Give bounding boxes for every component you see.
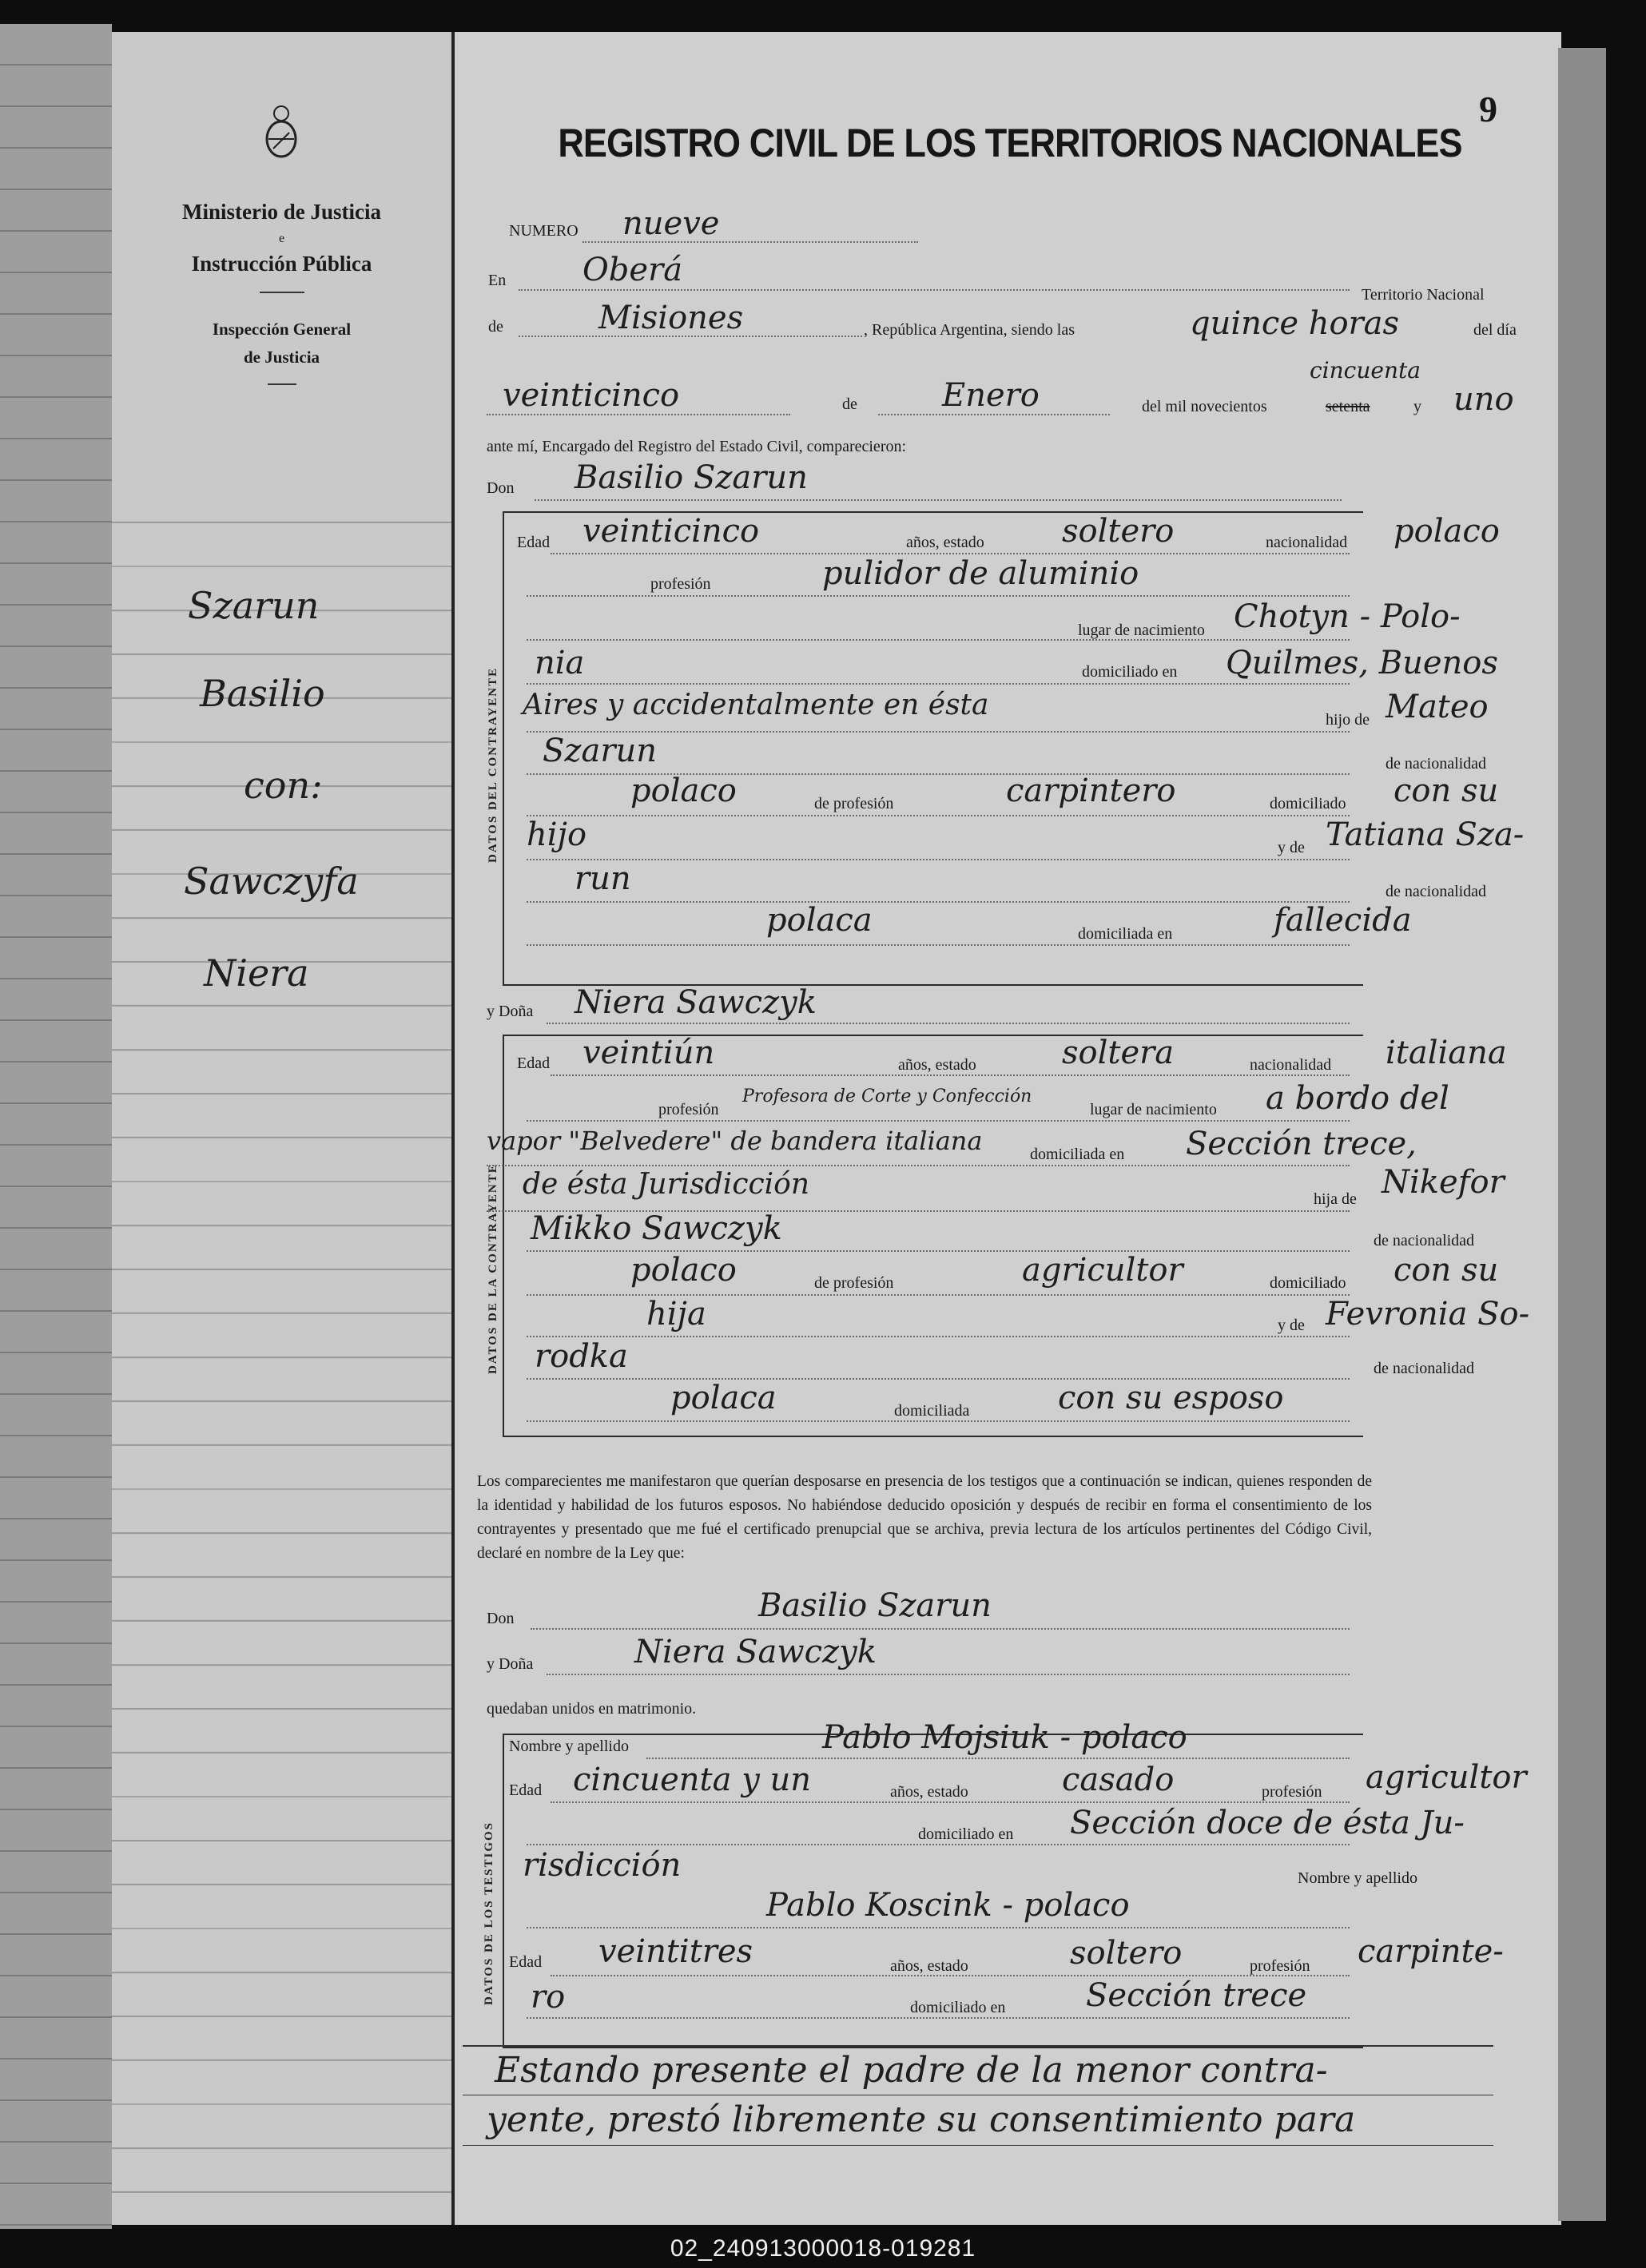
t2-profesion-value: carpinte- <box>1358 1933 1504 1970</box>
c-lugar-value: Chotyn - Polo- <box>1234 598 1461 635</box>
f-lugar-line <box>527 1120 1350 1122</box>
c-lugar-line <box>527 639 1350 641</box>
f-edad-label: Edad <box>517 1055 551 1072</box>
decl-don-value: Basilio Szarun <box>758 1587 992 1624</box>
c-padre-dom-label: domiciliado <box>1270 795 1346 812</box>
de-value: Misiones <box>598 300 744 336</box>
don-line <box>535 499 1342 501</box>
c-estado-value: soltero <box>1062 513 1175 550</box>
t1-domicilio-value2: risdicción <box>523 1847 682 1884</box>
del-dia-label: del día <box>1473 321 1517 339</box>
t2-nombre-line <box>527 1927 1350 1928</box>
f-madre-nac-value: polaca <box>670 1380 777 1416</box>
f-de-nac-label: de nacionalidad <box>1374 1232 1475 1249</box>
margin-note-con: con: <box>244 764 323 807</box>
f-estado-value: soltera <box>1062 1035 1175 1071</box>
t2-edad-value: veintitres <box>598 1933 753 1970</box>
page-right-edge <box>1558 48 1606 2221</box>
t2-profesion-value2: ro <box>531 1979 566 2016</box>
margin-note-surname-2: Sawczyfa <box>184 860 359 903</box>
f-padre-nac-value: polaco <box>630 1252 737 1289</box>
c-madre-value: Tatiana Sza- <box>1326 816 1525 853</box>
margin-note-surname: Szarun <box>188 584 320 627</box>
stub-header <box>112 32 451 511</box>
c-domiciliado-value: Quilmes, Buenos <box>1226 645 1498 681</box>
c-hijo-label: hijo de <box>1326 711 1370 729</box>
t1-anios-estado-label: años, estado <box>890 1783 968 1801</box>
c-domiciliado-line <box>527 683 1350 685</box>
c-de-prof-label: de profesión <box>814 795 894 812</box>
c-de-nac-label: de nacionalidad <box>1386 755 1487 773</box>
f-padre-value: Nikefor <box>1382 1164 1505 1201</box>
c-anios-estado-label: años, estado <box>906 534 984 551</box>
f-lugar-value2: vapor "Belvedere" de bandera italiana <box>487 1126 983 1156</box>
stub-divider <box>260 292 304 293</box>
f-padre-dom-value2: hija <box>646 1296 706 1333</box>
t2-edad-line <box>551 1975 1350 1976</box>
numero-label: NUMERO <box>509 222 578 240</box>
f-domiciliada-value: Sección trece, <box>1186 1126 1417 1162</box>
t1-estado-value: casado <box>1062 1762 1175 1798</box>
f-anios-estado-label: años, estado <box>898 1056 976 1074</box>
c-madre-dom-label: domiciliada en <box>1078 925 1173 943</box>
t2-nombre-label: Nombre y apellido <box>1298 1869 1417 1887</box>
en-label: En <box>488 272 507 289</box>
t1-profesion-label: profesión <box>1262 1783 1322 1801</box>
f-profesion-label: profesión <box>658 1101 719 1118</box>
dona-line <box>547 1023 1350 1024</box>
f-padre-value2: Mikko Sawczyk <box>531 1210 782 1247</box>
ministry-name-conjunction: e <box>278 232 285 245</box>
c-edad-label: Edad <box>517 534 551 551</box>
de-label: de <box>488 318 503 336</box>
mes-line <box>878 414 1110 415</box>
c-madre-nac-label: de nacionalidad <box>1386 883 1487 900</box>
page-number: 9 <box>1479 89 1497 129</box>
del-mil-label: del mil novecientos <box>1142 398 1267 415</box>
ministry-name-line1: Ministerio de Justicia <box>182 200 381 224</box>
c-madre-dom-line <box>527 944 1350 946</box>
de2-label: de <box>842 395 857 413</box>
dona-label: y Doña <box>487 1003 534 1020</box>
f-domiciliada-line <box>487 1165 1350 1166</box>
inspection-line2: de Justicia <box>243 348 320 367</box>
t2-profesion-label: profesión <box>1250 1957 1310 1975</box>
c-nacionalidad-label: nacionalidad <box>1266 534 1348 551</box>
t1-nombre-value: Pablo Mojsiuk - polaco <box>822 1719 1187 1756</box>
don-value: Basilio Szarun <box>575 459 808 496</box>
f-hija-label: hija de <box>1314 1190 1357 1208</box>
c-madre-nac-line <box>527 901 1350 903</box>
hora-value: quince horas <box>1190 305 1400 342</box>
c-profesion-line <box>527 595 1350 597</box>
c-nacionalidad-value: polaco <box>1394 513 1500 550</box>
c-padre-value2: Szarun <box>543 733 657 769</box>
f-padre-dom-label: domiciliado <box>1270 1274 1346 1292</box>
dia-line <box>487 414 790 415</box>
declaration-paragraph: Los comparecientes me manifestaron que querían desposarse en presencia de los testigos que a continuación se indican, quienes responden de la identidad y habilidad de los futuros esposos. No habiéndose deducido oposición y después de recibir en forma el consentimiento de los contrayentes y presentado que me fué el certificado prenupcial que se archiva, previa lectura de los artículos pertinentes del Código Civil, declaré en nombre de la Ley que: <box>477 1473 1372 1562</box>
anio-struck: setenta <box>1326 398 1370 415</box>
c-madre-value2: run <box>575 860 631 897</box>
c-madre-line <box>527 859 1350 860</box>
t1-nombre-line <box>646 1758 1350 1759</box>
en-value: Oberá <box>582 252 683 288</box>
certificate-page <box>451 32 1561 2225</box>
f-nacionalidad-value: italiana <box>1386 1035 1507 1071</box>
t1-edad-line <box>551 1801 1350 1803</box>
f-edad-line <box>551 1074 1350 1076</box>
c-domiciliado-label: domiciliado en <box>1082 663 1178 681</box>
en-line <box>519 289 1350 291</box>
t1-domicilio-value: Sección doce de ésta Ju- <box>1070 1805 1465 1841</box>
f-madre-value2: rodka <box>535 1338 628 1375</box>
dona-value: Niera Sawczyk <box>575 984 817 1021</box>
f-domiciliada-label: domiciliada en <box>1030 1146 1125 1163</box>
stub-divider-2 <box>268 383 296 385</box>
previous-page-edge <box>0 24 112 2229</box>
note-line-1: Estando presente el padre de la menor contra- <box>495 2050 1328 2091</box>
note-top-rule <box>463 2045 1493 2047</box>
mes-value: Enero <box>942 377 1040 414</box>
decl-dona-value: Niera Sawczyk <box>634 1634 877 1670</box>
decl-don-label: Don <box>487 1610 515 1627</box>
note-line-2: yente, prestó libremente su consentimiento para <box>487 2099 1356 2140</box>
t2-edad-label: Edad <box>509 1953 543 1971</box>
c-edad-value: veinticinco <box>582 513 760 550</box>
c-y-de-label: y de <box>1278 839 1305 856</box>
y-label: y <box>1413 398 1421 415</box>
c-madre-dom-value: fallecida <box>1274 902 1412 939</box>
don-label: Don <box>487 479 515 497</box>
f-domiciliada-value2: de ésta Jurisdicción <box>523 1168 810 1201</box>
f-lugar-value: a bordo del <box>1266 1080 1449 1117</box>
f-madre-nac-label: de nacionalidad <box>1374 1360 1475 1377</box>
c-domiciliado-value2: Aires y accidentalmente en ésta <box>523 689 989 721</box>
t2-nombre-value: Pablo Koscink - polaco <box>766 1887 1130 1924</box>
note-line-2-rule <box>463 2145 1493 2146</box>
f-nacionalidad-label: nacionalidad <box>1250 1056 1332 1074</box>
c-lugar-value2: nia <box>535 645 585 681</box>
c-padre-value: Mateo <box>1386 689 1489 725</box>
republica-label: , República Argentina, siendo las <box>864 321 1075 339</box>
contrayenta-side-label: DATOS DE LA CONTRAYENTE <box>487 1163 499 1374</box>
decl-don-line <box>531 1628 1350 1630</box>
c-edad-line <box>551 553 1350 554</box>
t1-domiciliado-label: domiciliado en <box>918 1825 1014 1843</box>
c-prof-line <box>527 815 1350 816</box>
f-profesion-value: Profesora de Corte y Confección <box>742 1086 1032 1106</box>
t2-domiciliado-label: domiciliado en <box>910 1999 1006 2016</box>
c-padre-dom-value2: hijo <box>527 816 587 853</box>
decl-dona-line <box>547 1674 1350 1675</box>
anio-value: uno <box>1453 381 1514 418</box>
c-lugar-label: lugar de nacimiento <box>1078 622 1205 639</box>
t1-profesion-value: agricultor <box>1366 1759 1527 1796</box>
f-lugar-label: lugar de nacimiento <box>1090 1101 1217 1118</box>
decl-dona-label: y Doña <box>487 1655 534 1673</box>
f-edad-value: veintiún <box>582 1035 715 1071</box>
f-padre-prof-value: agricultor <box>1022 1252 1183 1289</box>
register-stub <box>112 32 451 2225</box>
t2-estado-value: soltero <box>1070 1935 1183 1972</box>
c-profesion-label: profesión <box>650 575 711 593</box>
f-padre-dom-value: con su <box>1394 1252 1499 1289</box>
coat-of-arms-icon <box>264 104 299 160</box>
f-madre-dom-value: con su esposo <box>1058 1380 1284 1416</box>
t1-edad-value: cincuenta y un <box>573 1762 812 1798</box>
ante-mi-text: ante mí, Encargado del Registro del Estado Civil, comparecieron: <box>487 438 907 455</box>
c-madre-nac-value: polaca <box>766 902 873 939</box>
document-title: REGISTRO CIVIL DE LOS TERRITORIOS NACIONALES <box>558 121 1462 165</box>
margin-note-firstname: Basilio <box>200 672 325 715</box>
testigos-side-label: DATOS DE LOS TESTIGOS <box>483 1821 495 2005</box>
c-padre-dom-value: con su <box>1394 773 1499 809</box>
t2-domicilio-value: Sección trece <box>1086 1977 1307 2014</box>
anio-overwrite: cincuenta <box>1310 357 1421 383</box>
f-madre-value: Fevronia So- <box>1326 1296 1530 1333</box>
c-profesion-value: pulidor de aluminio <box>822 555 1139 592</box>
contrayente-side-label: DATOS DEL CONTRAYENTE <box>487 666 499 863</box>
t1-nombre-label: Nombre y apellido <box>509 1738 629 1755</box>
t1-edad-label: Edad <box>509 1781 543 1799</box>
margin-note-firstname-2: Niera <box>204 951 309 995</box>
t1-dom-line <box>527 1844 1350 1845</box>
scan-file-id: 02_240913000018-019281 <box>670 2235 976 2262</box>
territorio-label: Territorio Nacional <box>1362 286 1485 304</box>
quedaban-text: quedaban unidos en matrimonio. <box>487 1700 697 1718</box>
ministry-name-line2: Instrucción Pública <box>191 252 372 276</box>
t2-anios-estado-label: años, estado <box>890 1957 968 1975</box>
t2-dom-line <box>527 2017 1350 2019</box>
f-y-de-label: y de <box>1278 1317 1305 1334</box>
c-padre-nac-value: polaco <box>630 773 737 809</box>
dia-value: veinticinco <box>503 377 680 414</box>
f-de-prof-label: de profesión <box>814 1274 894 1292</box>
c-padre-prof-value: carpintero <box>1006 773 1176 809</box>
f-madre-dom-line <box>527 1420 1350 1422</box>
numero-value: nueve <box>622 205 720 242</box>
f-madre-dom-label: domiciliada <box>894 1402 970 1420</box>
inspection-line1: Inspección General <box>212 320 352 339</box>
f-madre-line <box>527 1336 1350 1337</box>
